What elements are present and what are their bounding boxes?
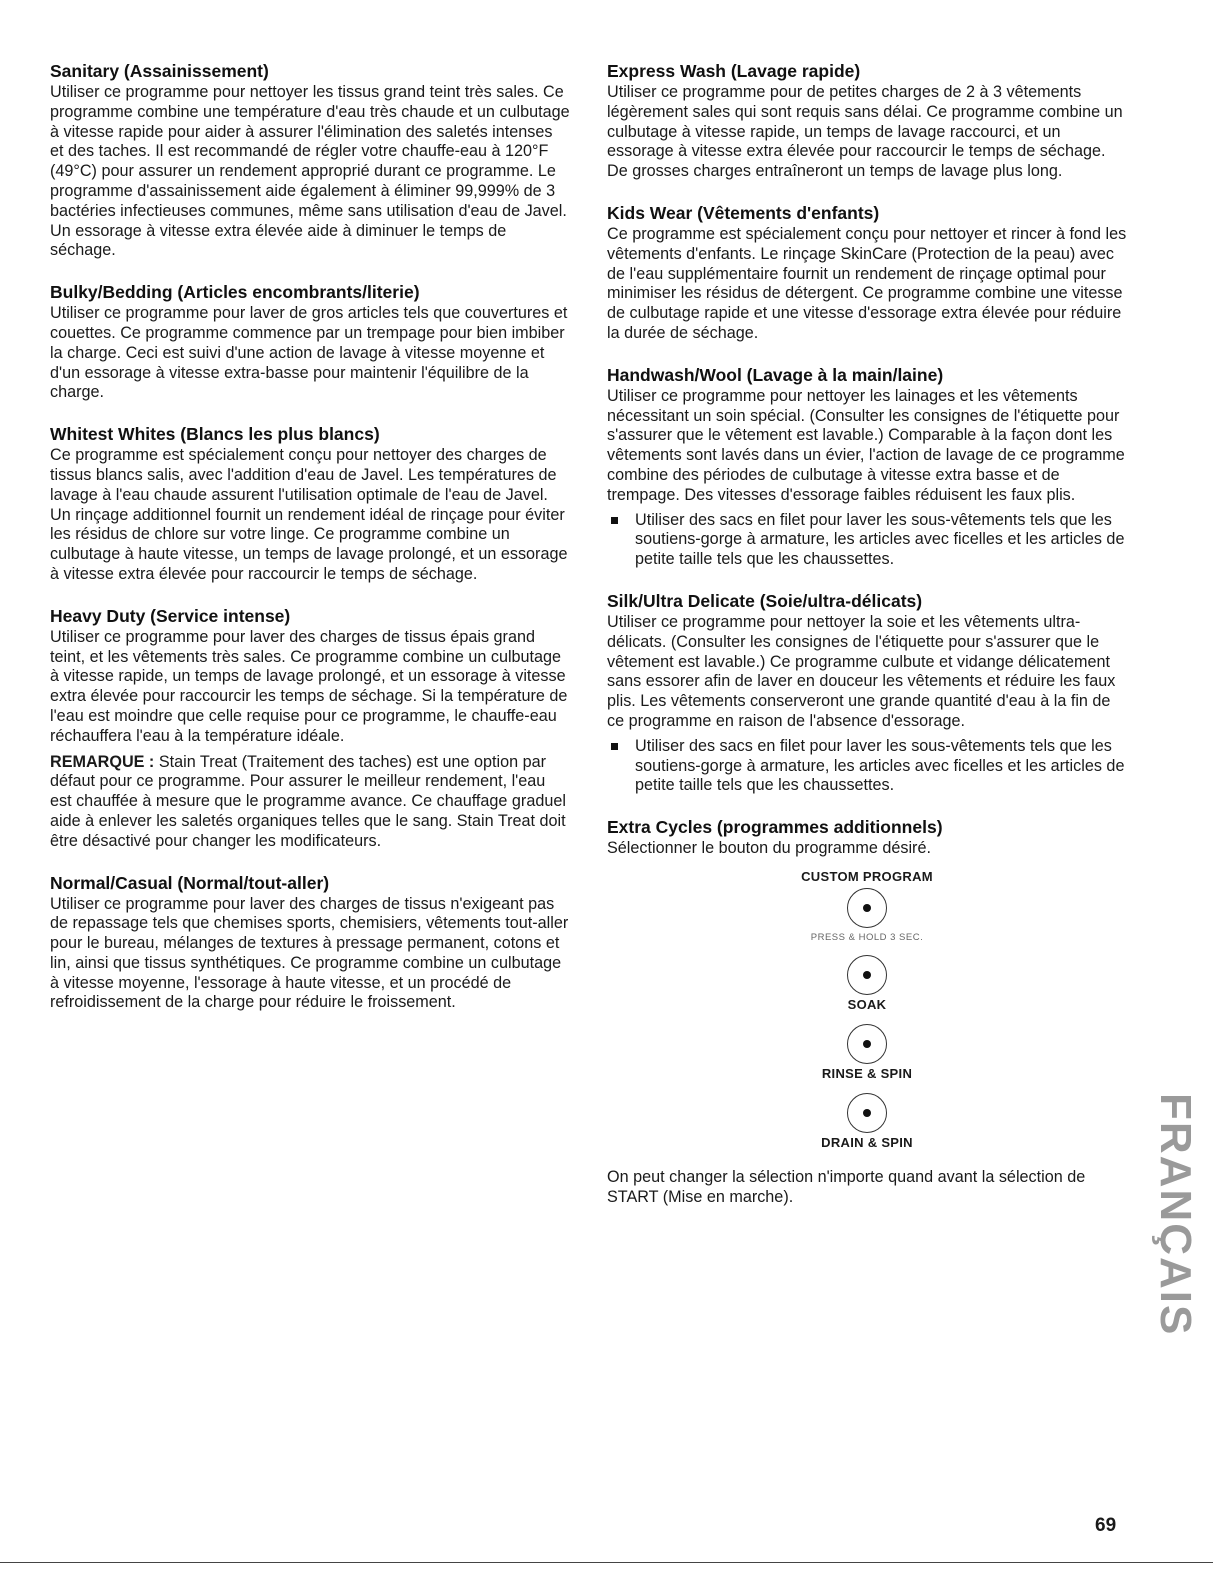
drain-spin-button[interactable]: [847, 1093, 887, 1133]
bullet-list: [607, 737, 1127, 796]
section-heading: Bulky/Bedding (Articles encombrants/literie): [50, 282, 420, 303]
custom-program-control: [607, 869, 1127, 943]
section-body: Utiliser ce programme pour nettoyer la soie et les vêtements ultra-délicats. (Consulter les consignes de l'étiquette pour s'assurer que le vêtement est lavable.) Ce programme culbute et vidange délicatement sans essorer afin de laver en douceur les vêtements et réduire les faux plis. Les vêtements conserveront une grande quantité d'eau à la fin de ce programme en raison de l'absence d'essorage.: [607, 612, 1116, 730]
drain-spin-control: [607, 1093, 1127, 1150]
section-kids-wear: [607, 202, 1127, 344]
section-heading: Sanitary (Assainissement): [50, 61, 269, 81]
indicator-dot-icon: [863, 971, 871, 979]
section-silk-ultra-delicate: [607, 590, 1127, 796]
remark-text: Stain Treat (Traitement des taches) est une option par défaut pour ce programme. Pour assurer le meilleur rendement, l'eau est chauffée à mesure que le programme avance. Ce chauffage graduel aide à enlever les saletés organiques telles que le sang. Stain Treat doit être désactivé pour changer les modificateurs.: [50, 752, 566, 850]
section-express-wash: [607, 60, 1127, 182]
list-item: Utiliser des sacs en filet pour laver les sous-vêtements tels que les soutiens-gorge à armature, les articles avec ficelles et les articles de petite taille tels que les chaussettes.: [607, 511, 1127, 570]
remark-note: [50, 753, 570, 852]
section-body: Ce programme est spécialement conçu pour nettoyer et rincer à fond les vêtements d'enfants. Le rinçage SkinCare (Protection de la peau) avec de l'eau supplémentaire fournit un rendement de rinçage optimal pour minimiser les résidus de détergent. Ce programme combine une vitesse de culbutage rapide et une vitesse d'essorage extra élevée pour réduire la durée de séchage.: [607, 224, 1127, 342]
custom-program-label: CUSTOM PROGRAM: [801, 868, 933, 884]
rinse-spin-button[interactable]: [847, 1024, 887, 1064]
section-heavy-duty: [50, 605, 570, 852]
square-bullet-icon: [611, 517, 618, 524]
extra-cycle-buttons: [607, 869, 1127, 1150]
rinse-spin-control: [607, 1024, 1127, 1081]
section-heading: Whitest Whites (Blancs les plus blancs): [50, 424, 380, 445]
list-item: Utiliser des sacs en filet pour laver les sous-vêtements tels que les soutiens-gorge à armature, les articles avec ficelles et les articles de petite taille tels que les chaussettes.: [607, 737, 1127, 796]
section-body: Utiliser ce programme pour nettoyer les lainages et les vêtements nécessitant un soin spécial. (Consulter les consignes de l'étiquette pour s'assurer que le vêtement est lavable.) Comparable à la façon dont les vêtements sont lavés dans un évier, l'action de lavage de ce programme combine des périodes de culbutage à vitesse extra basse et de trempage. Des vitesses d'essorage faibles réduisent les faux plis.: [607, 386, 1125, 504]
section-body: Utiliser ce programme pour laver de gros articles tels que couvertures et couettes. Ce programme commence par un trempage pour bien imbiber la charge. Ceci est suivi d'une action de lavage à vitesse moyenne et d'un essorage à vitesse extra-basse pour maintenir l'équilibre de la charge.: [50, 304, 568, 402]
section-heading: Express Wash (Lavage rapide): [607, 61, 861, 81]
remark-label: REMARQUE :: [50, 752, 155, 771]
bullet-list: [607, 511, 1127, 570]
section-body: Sélectionner le bouton du programme désiré.: [607, 839, 931, 858]
section-extra-cycles: [607, 816, 1127, 859]
soak-button[interactable]: [847, 955, 887, 995]
section-heading: Heavy Duty (Service intense): [50, 605, 291, 626]
section-body: Utiliser ce programme pour de petites charges de 2 à 3 vêtements légèrement sales qui sont requis sans délai. Ce programme combine un culbutage à vitesse rapide, un temps de lavage raccourci, et un essorage à vitesse extra élevée pour raccourcir le temps de séchage. De grosses charges entraîneront un temps de lavage plus long.: [607, 83, 1123, 181]
rinse-spin-label: RINSE & SPIN: [821, 1065, 913, 1081]
press-hold-label: PRESS & HOLD 3 SEC.: [810, 931, 924, 943]
indicator-dot-icon: [863, 1040, 871, 1048]
indicator-dot-icon: [863, 1109, 871, 1117]
section-whitest-whites: [50, 423, 570, 585]
indicator-dot-icon: [863, 904, 871, 912]
soak-control: [607, 955, 1127, 1012]
section-body: Utiliser ce programme pour laver des charges de tissus épais grand teint, et les vêtements très sales. Ce programme combine un culbutage à vitesse rapide, un temps de lavage prolongé, et un essorage à vitesse extra élevée pour raccourcir les temps de séchage. Si la température de l'eau est moindre que celle requise pour ce programme, le chauffe-eau réchauffera l'eau à la température idéale.: [50, 627, 568, 745]
footer-divider: [0, 1562, 1213, 1563]
section-handwash-wool: [607, 364, 1127, 570]
closing-text: On peut changer la sélection n'importe quand avant la sélection de START (Mise en marche).: [607, 1167, 1086, 1206]
section-body: Utiliser ce programme pour laver des charges de tissus n'exigeant pas de repassage tels que chemises sports, chemisiers, vêtements tout-aller pour le bureau, mélanges de textures à pressage permanent, cotons et lin, ainsi que tissus synthétiques. Ce programme combine un culbutage à vitesse moyenne, l'essorage à haute vitesse, et un procédé de refroidissement de la charge pour réduire le froissement.: [50, 894, 569, 1012]
section-heading: Silk/Ultra Delicate (Soie/ultra-délicats): [607, 590, 923, 611]
section-heading: Kids Wear (Vêtements d'enfants): [607, 202, 880, 223]
side-tab-label: FRANÇAIS: [1151, 1093, 1200, 1337]
section-normal-casual: [50, 872, 570, 1014]
language-side-tab: [1150, 1080, 1200, 1350]
section-bulky-bedding: [50, 281, 570, 403]
square-bullet-icon: [611, 743, 618, 750]
section-body: Ce programme est spécialement conçu pour nettoyer des charges de tissus blancs salis, avec l'addition d'eau de Javel. Les températures de lavage à l'eau chaude assurent l'utilisation optimale de l'eau de Javel. Un rinçage additionnel fournit un rendement idéal de rinçage pour éviter les résidus de chlore sur votre linge. Ce programme combine un culbutage à haute vitesse, un temps de lavage prolongé, et un essorage à vitesse extra élevée pour raccourcir le temps de séchage.: [50, 446, 568, 583]
section-heading: Normal/Casual (Normal/tout-aller): [50, 872, 330, 893]
page-number: 69: [1095, 1515, 1117, 1536]
custom-program-button[interactable]: [847, 888, 887, 928]
soak-label: SOAK: [847, 996, 887, 1012]
section-heading: Handwash/Wool (Lavage à la main/laine): [607, 364, 944, 385]
section-sanitary: [50, 60, 570, 261]
right-column: [607, 60, 1127, 1208]
section-body: Utiliser ce programme pour nettoyer les tissus grand teint très sales. Ce programme combine une température d'eau très chaude et un culbutage à vitesse rapide pour aider à assurer l'élimination des saletés intenses et des taches. Il est recommandé de régler votre chauffe-eau à 120°F (49°C) pour assurer un rendement approprié durant ce programme. Le programme d'assainissement aide également à éliminer 99,999% de 3 bactéries infectieuses communes, même sans utilisation d'eau de Javel. Un essorage à vitesse extra élevée aide à diminuer le temps de séchage.: [50, 83, 570, 260]
section-heading: Extra Cycles (programmes additionnels): [607, 817, 943, 838]
left-column: [50, 60, 570, 1033]
drain-spin-label: DRAIN & SPIN: [821, 1134, 913, 1150]
